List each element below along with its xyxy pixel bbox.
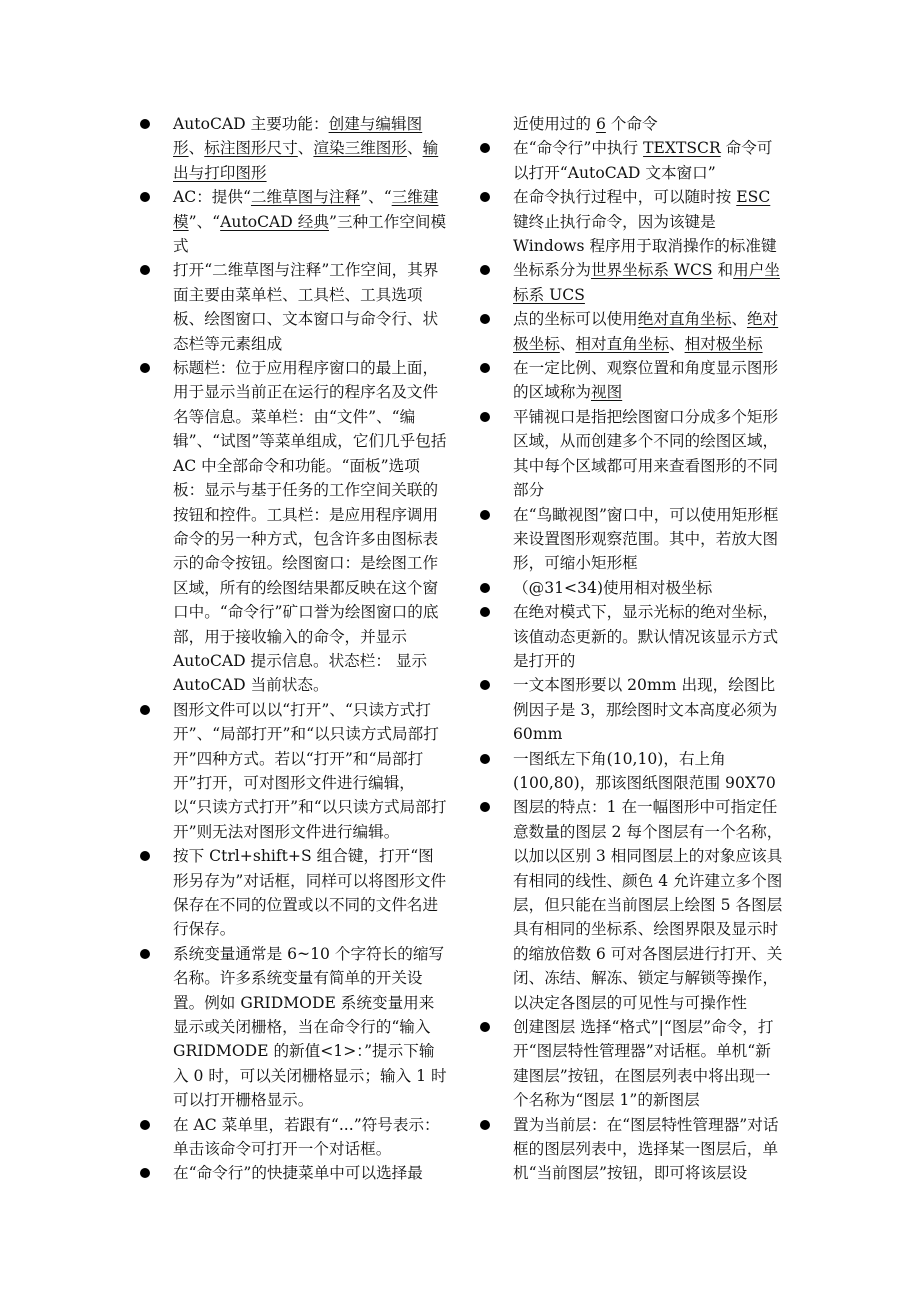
underlined-term: 绝对直角坐标 bbox=[637, 310, 732, 329]
right-item bbox=[480, 1113, 783, 1186]
left-item bbox=[140, 1113, 448, 1162]
left-item bbox=[140, 258, 448, 356]
bullet-icon bbox=[480, 265, 490, 275]
underlined-term: 6 bbox=[595, 115, 606, 133]
right-item bbox=[480, 307, 783, 356]
text-run: 创建图层 选择“格式”|“图层”命令，打开“图层特性管理器”对话框。单机“新建图层”按钮，在图层列表中将出现一个名称为“图层 1”的新图层 bbox=[513, 1018, 774, 1110]
right-item bbox=[480, 600, 783, 673]
underlined-term: 相对直角坐标 bbox=[575, 334, 669, 353]
text-run: 打开“二维草图与注释”工作空间，其界面主要由菜单栏、工具栏、工具选项板、绘图窗口、文本窗口与命令行、状态栏等元素组成 bbox=[173, 261, 439, 353]
bullet-icon bbox=[480, 754, 490, 764]
right-column bbox=[480, 112, 783, 1186]
text-run: 平铺视口是指把绘图窗口分成多个矩形区域，从而创建多个不同的绘图区域，其中每个区域都可用来查看图形的不同部分 bbox=[513, 407, 779, 500]
underlined-term: 输出与打印图形 bbox=[173, 139, 439, 182]
left-item bbox=[140, 185, 448, 258]
text-run: 近使用过的 bbox=[513, 115, 596, 133]
left-item bbox=[140, 844, 448, 942]
underlined-term: 视图 bbox=[590, 383, 623, 402]
text-run: 在“鸟瞰视图”窗口中，可以使用矩形框来设置图形观察范围。其中，若放大图形，可缩小矩形框 bbox=[513, 505, 779, 573]
right-item bbox=[480, 503, 783, 576]
bullet-icon bbox=[480, 1120, 490, 1130]
underlined-term: TEXTSCR bbox=[643, 139, 721, 158]
right-item bbox=[480, 747, 783, 796]
underlined-term: 世界坐标系 WCS bbox=[590, 261, 713, 280]
text-run: 在一定比例、观察位置和角度显示图形的区域称为 bbox=[513, 359, 779, 402]
text-run: 在 AC 菜单里，若跟有“...”符号表示：单击该命令可打开一个对话框。 bbox=[173, 1115, 440, 1159]
bullet-icon bbox=[140, 705, 150, 715]
text-run: AC：提供“ bbox=[173, 188, 251, 207]
text-run: 、 bbox=[297, 139, 314, 158]
text-run: 点的坐标可以使用 bbox=[513, 310, 638, 329]
text-run: 键终止执行命令，因为该键是 Windows 程序用于取消操作的标准键 bbox=[513, 212, 777, 256]
right-item bbox=[480, 795, 783, 1015]
bullet-icon bbox=[480, 192, 490, 202]
underlined-term: 二维草图与注释 bbox=[250, 188, 361, 207]
text-run: 和 bbox=[712, 261, 734, 280]
bullet-icon bbox=[140, 949, 150, 959]
bullet-icon bbox=[480, 363, 490, 373]
right-item bbox=[480, 356, 783, 405]
underlined-term: ESC bbox=[736, 188, 771, 207]
bullet-icon bbox=[140, 1168, 150, 1178]
text-run: 在绝对模式下，显示光标的绝对坐标，该值动态更新的。默认情况该显示方式是打开的 bbox=[513, 603, 779, 670]
underlined-term: 创建与编辑图形 bbox=[173, 115, 423, 158]
left-item bbox=[140, 356, 448, 698]
text-run: 命令可以打开“AutoCAD 文本窗口” bbox=[513, 139, 773, 182]
text-run: 在“命令行”中执行 bbox=[513, 139, 644, 158]
text-run: 、 bbox=[406, 139, 423, 158]
text-run: 、 bbox=[668, 334, 685, 353]
right-item bbox=[480, 576, 783, 600]
bullet-icon bbox=[480, 607, 490, 617]
underlined-term: 渲染三维图形 bbox=[313, 139, 407, 158]
left-item bbox=[140, 698, 448, 844]
text-run: 坐标系分为 bbox=[513, 261, 591, 280]
underlined-term: AutoCAD 经典 bbox=[220, 212, 329, 231]
text-run: 标题栏：位于应用程序窗口的最上面，用于显示当前正在运行的程序名及文件名等信息。菜单栏：由“文件”、“编辑”、“试图”等菜单组成，它们几乎包括 AC 中全部命令和功能。“面板”选项板：显示与基于任务的工作空间关联的按钮和控件。工具栏：是应用程序调用命令的另一种方式，包含许多由图标表示的命令按钮。绘图窗口：是绘图工作区域，所有的绘图结果都反映在这个窗口中。“命令行”矿口誉为绘图窗口的底部，用于接收输入的命令，并显示 AutoCAD 提示信息。状态栏： 显示 AutoCAD 当前状态。 bbox=[173, 359, 447, 695]
text-run: ”三种工作空间模式 bbox=[173, 212, 447, 256]
bullet-icon bbox=[140, 851, 150, 861]
underlined-term: 标注图形尺寸 bbox=[204, 139, 298, 158]
bullet-icon bbox=[140, 119, 150, 129]
text-run: 在命令执行过程中，可以随时按 bbox=[513, 188, 737, 207]
underlined-term: 绝对极坐标 bbox=[513, 310, 779, 353]
right-item bbox=[480, 405, 783, 503]
bullet-icon bbox=[480, 510, 490, 520]
right-item bbox=[480, 112, 783, 136]
right-item bbox=[480, 673, 783, 746]
right-item bbox=[480, 1015, 783, 1113]
bullet-icon bbox=[480, 680, 490, 690]
bullet-icon bbox=[480, 802, 490, 812]
underlined-term: 用户坐标系 UCS bbox=[513, 261, 780, 304]
left-item bbox=[140, 112, 448, 185]
bullet-icon bbox=[140, 363, 150, 373]
text-run: 系统变量通常是 6~10 个字符长的缩写名称。许多系统变量有简单的开关设置。例如 GRIDMODE 系统变量用来显示或关闭栅格，当在命令行的“输入 GRIDMODE 的新值<1>：”提示下输入 0 时，可以关闭栅格显示；输入 1 时可以打开栅格显示。 bbox=[173, 944, 447, 1110]
left-item bbox=[140, 942, 448, 1113]
bullet-icon bbox=[140, 192, 150, 202]
bullet-icon bbox=[140, 265, 150, 275]
text-run: ”、“ bbox=[188, 212, 221, 231]
underlined-term: 相对极坐标 bbox=[684, 334, 763, 353]
left-item bbox=[140, 1161, 448, 1185]
bullet-icon bbox=[480, 143, 490, 153]
text-run: AutoCAD 主要功能： bbox=[173, 115, 329, 133]
text-run: 一图纸左下角(10,10)，右上角(100,80)，那该图纸图限范围 90X70 bbox=[513, 749, 776, 792]
text-run: 一文本图形要以 20mm 出现，绘图比例因子是 3，那绘图时文本高度必须为 60mm bbox=[513, 676, 778, 744]
text-run: 个命令 bbox=[605, 115, 658, 133]
right-item bbox=[480, 258, 783, 307]
text-run: ”、“ bbox=[360, 188, 392, 207]
right-item bbox=[480, 185, 783, 258]
left-column bbox=[140, 112, 448, 1186]
bullet-icon bbox=[140, 1120, 150, 1130]
underlined-term: 三维建模 bbox=[173, 188, 439, 231]
text-run: （@31<34)使用相对极坐标 bbox=[513, 578, 713, 597]
bullet-icon bbox=[480, 412, 490, 422]
bullet-icon bbox=[480, 1022, 490, 1032]
text-run: 、 bbox=[731, 310, 747, 329]
text-run: 按下 Ctrl+shift+S 组合键，打开“图形另存为”对话框，同样可以将图形文件保存在不同的位置或以不同的文件名进行保存。 bbox=[173, 847, 447, 939]
text-run: 在“命令行”的快捷菜单中可以选择最 bbox=[173, 1164, 423, 1183]
text-run: 、 bbox=[188, 139, 205, 158]
bullet-icon bbox=[480, 583, 490, 593]
text-run: 图层的特点：1 在一幅图形中可指定任意数量的图层 2 每个图层有一个名称，以加以区别 3 相同图层上的对象应该具有相同的线性、颜色 4 允许建立多个图层，但只能在当前图层上绘图 5 各图层具有相同的坐标系、绘图界限及显示时的缩放倍数 6 可对各图层进行打开、关闭、冻结、解冻、锁定与解锁等操作，以决定各图层的可见性与可操作性 bbox=[513, 798, 783, 1012]
text-run: 、 bbox=[559, 334, 576, 353]
text-run: 图形文件可以以“打开”、“只读方式打开”、“局部打开”和“以只读方式局部打开”四种方式。若以“打开”和“局部打开”打开，可对图形文件进行编辑，以“只读方式打开”和“以只读方式局部打开”则无法对图形文件进行编辑。 bbox=[173, 700, 447, 841]
right-item bbox=[480, 136, 783, 185]
text-run: 置为当前层：在“图层特性管理器”对话框的图层列表中，选择某一图层后，单机“当前图层”按钮，即可将该层设 bbox=[513, 1115, 779, 1183]
bullet-icon bbox=[480, 314, 490, 324]
